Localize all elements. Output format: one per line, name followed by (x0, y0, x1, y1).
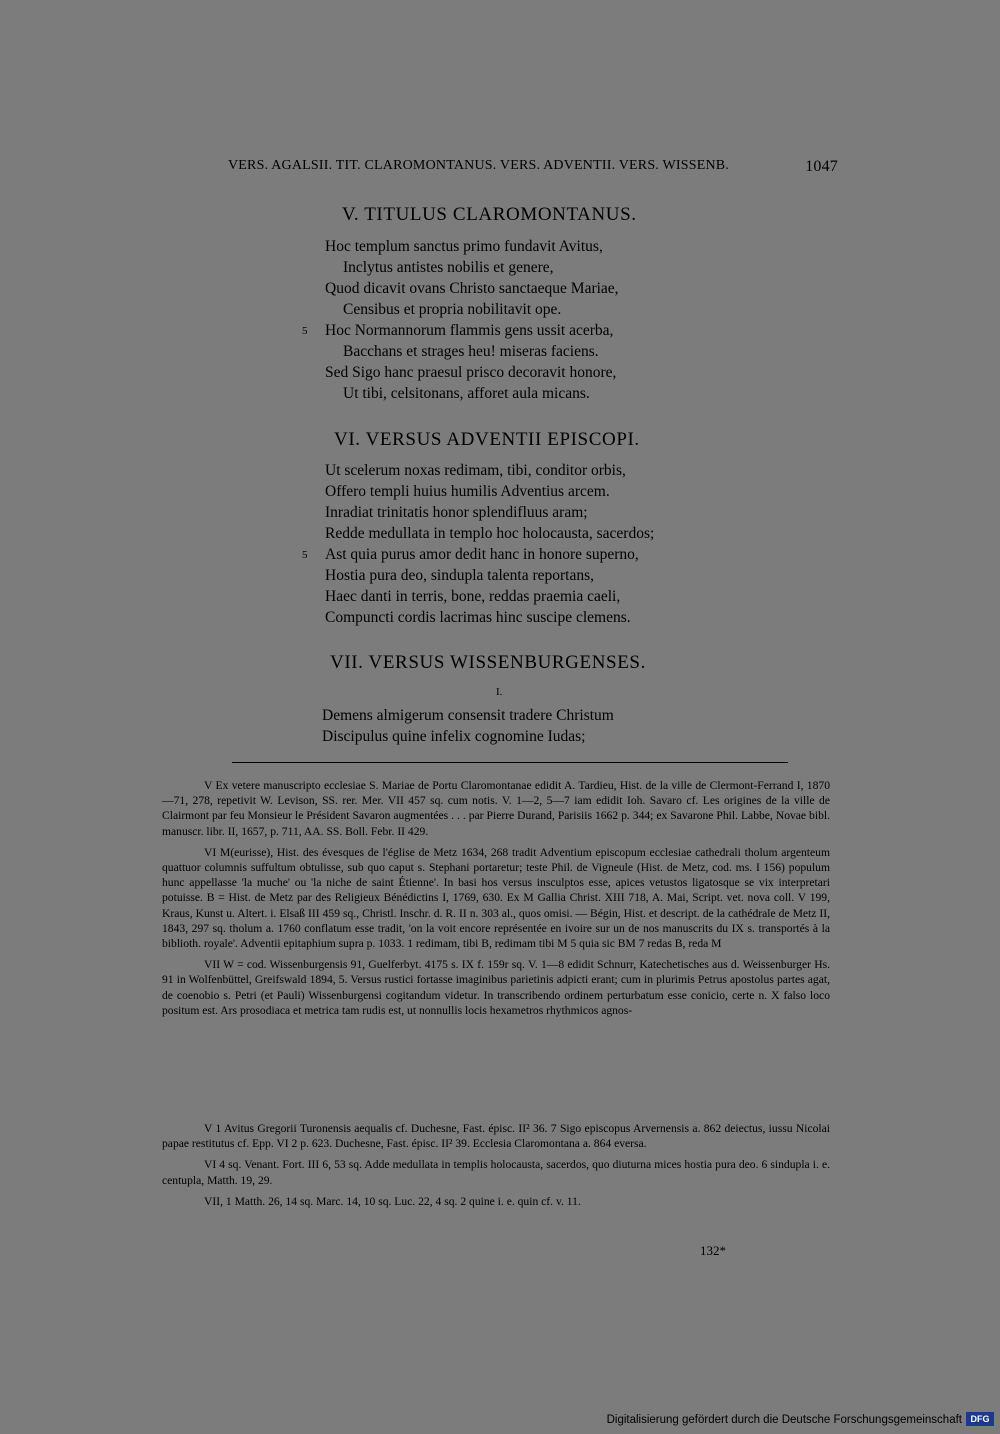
verse-line: Redde medullata in templo hoc holocausta, sacerdos; (325, 525, 655, 542)
footnote-rule (232, 762, 788, 763)
funding-notice: Digitalisierung gefördert durch die Deutsche Forschungsgemeinschaft (606, 1414, 962, 1426)
verse-line: Hoc templum sanctus primo fundavit Avitus, (325, 238, 603, 255)
line-number: 5 (302, 549, 308, 561)
verse-line: Ast quia purus amor dedit hanc in honore superno, (325, 546, 639, 563)
commentary-note: V 1 Avitus Gregorii Turonensis aequalis cf. Duchesne, Fast. épisc. II² 36. 7 Sigo episcopus Arvernensis a. 862 deiectus, iussu Nicolai papae restitutus cf. Epp. VI 2 p. 623. Duchesne, Fast. épisc. II² 39. Ecclesia Claromontana a. 864 eversa. (162, 1122, 830, 1151)
signature-mark: 132* (700, 1243, 726, 1258)
running-head-text: VERS. AGALSII. TIT. CLAROMONTANUS. VERS. ADVENTII. VERS. WISSENB. (228, 158, 730, 173)
verse-line: Censibus et propria nobilitavit ope. (343, 301, 562, 318)
subsection-number: I. (496, 686, 503, 698)
verse-line: Inclytus antistes nobilis et genere, (343, 259, 554, 276)
apparatus-note: VI M(eurisse), Hist. des évesques de l'église de Metz 1634, 268 tradit Adventium episcopum ecclesiae cathedrali tholum argenteum quattuor columnis suffultum obtulisse, sub quo caput s. Stephani portaretur; teste Phil. de Vigneule (Hist. de Metz, cod. ms. I 156) populum hunc appellasse 'la muche' ou 'la niche de saint Étienne'. In basi hos versus insculptos esse, apices vetustos ligatosque se vix interpretari potuisse. B = Hist. de Metz par des Religieux Bénédictins I, 1769, 630. Ex M Gallia Christ. XIII 718, A. Mai, Script. vet. nova coll. V 199, Kraus, Kunst u. Altert. i. Elsaß III 459 sq., Christl. Inschr. d. R. II n. 303 al., quos omisi. — Bégin, Hist. et descript. de la cathédrale de Metz II, 1843, 297 sq. tholum a. 1760 conflatum esse tradit, 'on la voit encore représentée en ivoire sur un de nos manuscrits du IX s. transportés à la biblioth. royale'. Adventii epitaphium supra p. 1033. 1 redimam, tibi B, redimam tibi M 5 quia sic BM 7 redas B, reda M (162, 845, 830, 951)
section-heading-v: V. TITULUS CLAROMONTANUS. (342, 204, 637, 225)
poem-vi (325, 460, 654, 628)
poem-vii (322, 705, 614, 747)
commentary-note: VII, 1 Matth. 26, 14 sq. Marc. 14, 10 sq. Luc. 22, 4 sq. 2 quine i. e. quin cf. v. 11. (204, 1194, 581, 1208)
verse-line: Offero templi huius humilis Adventius arcem. (325, 483, 610, 500)
verse-line: Haec danti in terris, bone, reddas praemia caeli, (325, 588, 621, 605)
verse-line: Hostia pura deo, sindupla talenta reportans, (325, 567, 595, 584)
poem-v (325, 236, 619, 404)
verse-line: Quod dicavit ovans Christo sanctaeque Mariae, (325, 280, 619, 297)
source-commentary (162, 1121, 830, 1209)
running-head (228, 158, 838, 174)
verse-line: Ut scelerum noxas redimam, tibi, conditor orbis, (325, 462, 626, 479)
section-heading-vi: VI. VERSUS ADVENTII EPISCOPI. (334, 429, 640, 450)
footer-bar (0, 1408, 1000, 1434)
commentary-note: VI 4 sq. Venant. Fort. III 6, 53 sq. Adde medullata in templis holocausta, sacerdos, quo diuturna mices hostia pura deo. 6 sindupla i. e. centupla, Matth. 19, 29. (162, 1158, 830, 1187)
verse-line: Sed Sigo hanc praesul prisco decoravit honore, (325, 364, 617, 381)
apparatus-note: VII W = cod. Wissenburgensis 91, Guelferbyt. 4175 s. IX f. 159r sq. V. 1—8 edidit Schnurr, Katechetisches aus d. Weissenburger Hs. 91 in Wolfenbüttel, Greifswald 1894, 5. Versus rustici fortasse imaginibus parietinis adpicti erant; cum in plurimis Petrus apostolus partes agat, de coenobio s. Petri (et Pauli) Wissenburgensi cogitandum videtur. In transcribendo ordinem perturbatum esse conicio, certe n. X falso loco positum est. Ars prosodiaca et metrica tam rudis est, ut nonnullis locis hexametros rhythmicos agnos- (162, 958, 830, 1017)
line-number: 5 (302, 325, 308, 337)
verse-line: Inradiat trinitatis honor splendifluus aram; (325, 504, 588, 521)
critical-apparatus (162, 778, 830, 1018)
verse-line: Bacchans et strages heu! miseras faciens. (343, 343, 599, 360)
apparatus-note: V Ex vetere manuscripto ecclesiae S. Mariae de Portu Claromontanae edidit A. Tardieu, Hist. de la ville de Clermont-Ferrand I, 1870—71, 278, repetivit W. Levison, SS. rer. Mer. VII 457 sq. cum notis. V. 1—2, 5—7 iam edidit Ioh. Savaro cf. Les origines de la ville de Clairmont par feu Monsieur le Président Savaron augmentées . . . par Pierre Durand, Parisiis 1662 p. 344; ex Savarone Phil. Labbe, Novae bibl. manuscr. libr. II, 1657, p. 711, AA. SS. Boll. Febr. II 429. (162, 779, 830, 838)
verse-line: Ut tibi, celsitonans, afforet aula micans. (343, 385, 590, 402)
verse-line: Hoc Normannorum flammis gens ussit acerba, (325, 322, 614, 339)
verse-line: Demens almigerum consensit tradere Christum (322, 707, 614, 724)
section-heading-vii: VII. VERSUS WISSENBURGENSES. (330, 652, 646, 673)
verse-line: Discipulus quine infelix cognomine Iudas; (322, 728, 586, 745)
dfg-logo-icon: DFG (966, 1412, 994, 1426)
verse-line: Compuncti cordis lacrimas hinc suscipe clemens. (325, 609, 631, 626)
page-number: 1047 (805, 158, 838, 175)
